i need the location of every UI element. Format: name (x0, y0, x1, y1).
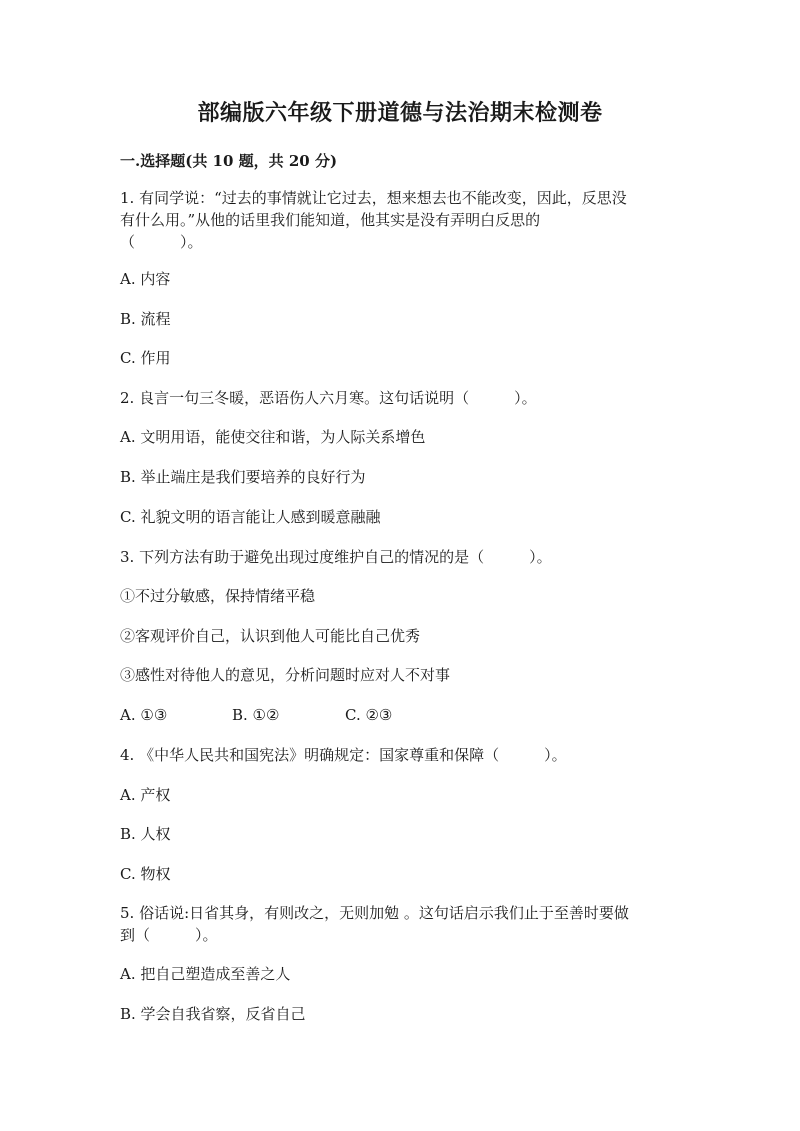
question-2-option-b: B. 举止端庄是我们要培养的良好行为 (120, 468, 366, 486)
question-3-statement-2: ②客观评价自己，认识到他人可能比自己优秀 (120, 627, 421, 645)
question-3-option-a: A. ①③ (120, 706, 168, 724)
question-4-option-b: B. 人权 (120, 825, 171, 843)
page-title: 部编版六年级下册道德与法治期末检测卷 (197, 100, 603, 126)
question-3-statement-3: ③感性对待他人的意见，分析问题时应对人不对事 (120, 666, 451, 684)
question-1-stem-line-2: 有什么用。”从他的话里我们能知道，他其实是没有弄明白反思的 (120, 211, 541, 229)
question-5-option-b: B. 学会自我省察，反省自己 (120, 1005, 306, 1023)
question-5-stem-line-2: 到（ ）。 (120, 926, 218, 944)
question-1-option-b: B. 流程 (120, 310, 171, 328)
question-1-stem-line-3: （ ）。 (120, 233, 203, 251)
question-3-options (120, 704, 680, 726)
question-2-stem: 2. 良言一句三冬暖，恶语伤人六月寒。这句话说明（ ）。 (120, 389, 537, 407)
question-2-option-a: A. 文明用语，能使交往和谐，为人际关系增色 (120, 428, 426, 446)
section-heading: 一.选择题(共 10 题，共 20 分) (120, 152, 338, 170)
question-1-stem-line-1: 1. 有同学说：“过去的事情就让它过去，想来想去也不能改变，因此，反思没 (120, 189, 627, 207)
question-3-option-c: C. ②③ (345, 706, 393, 724)
question-4-option-c: C. 物权 (120, 865, 171, 883)
question-4-stem: 4. 《中华人民共和国宪法》明确规定：国家尊重和保障（ ）。 (120, 746, 567, 764)
question-2-option-c: C. 礼貌文明的语言能让人感到暖意融融 (120, 508, 381, 526)
question-5-option-a: A. 把自己塑造成至善之人 (120, 965, 291, 983)
question-1-option-a: A. 内容 (120, 270, 171, 288)
question-3-stem: 3. 下列方法有助于避免出现过度维护自己的情况的是（ ）。 (120, 548, 552, 566)
question-1-option-c: C. 作用 (120, 349, 171, 367)
question-3-statement-1: ①不过分敏感，保持情绪平稳 (120, 587, 316, 605)
question-5-stem-line-1: 5. 俗话说:日省其身，有则改之，无则加勉 。这句话启示我们止于至善时要做 (120, 904, 629, 922)
question-3-option-b: B. ①② (232, 706, 280, 724)
question-4-option-a: A. 产权 (120, 786, 171, 804)
